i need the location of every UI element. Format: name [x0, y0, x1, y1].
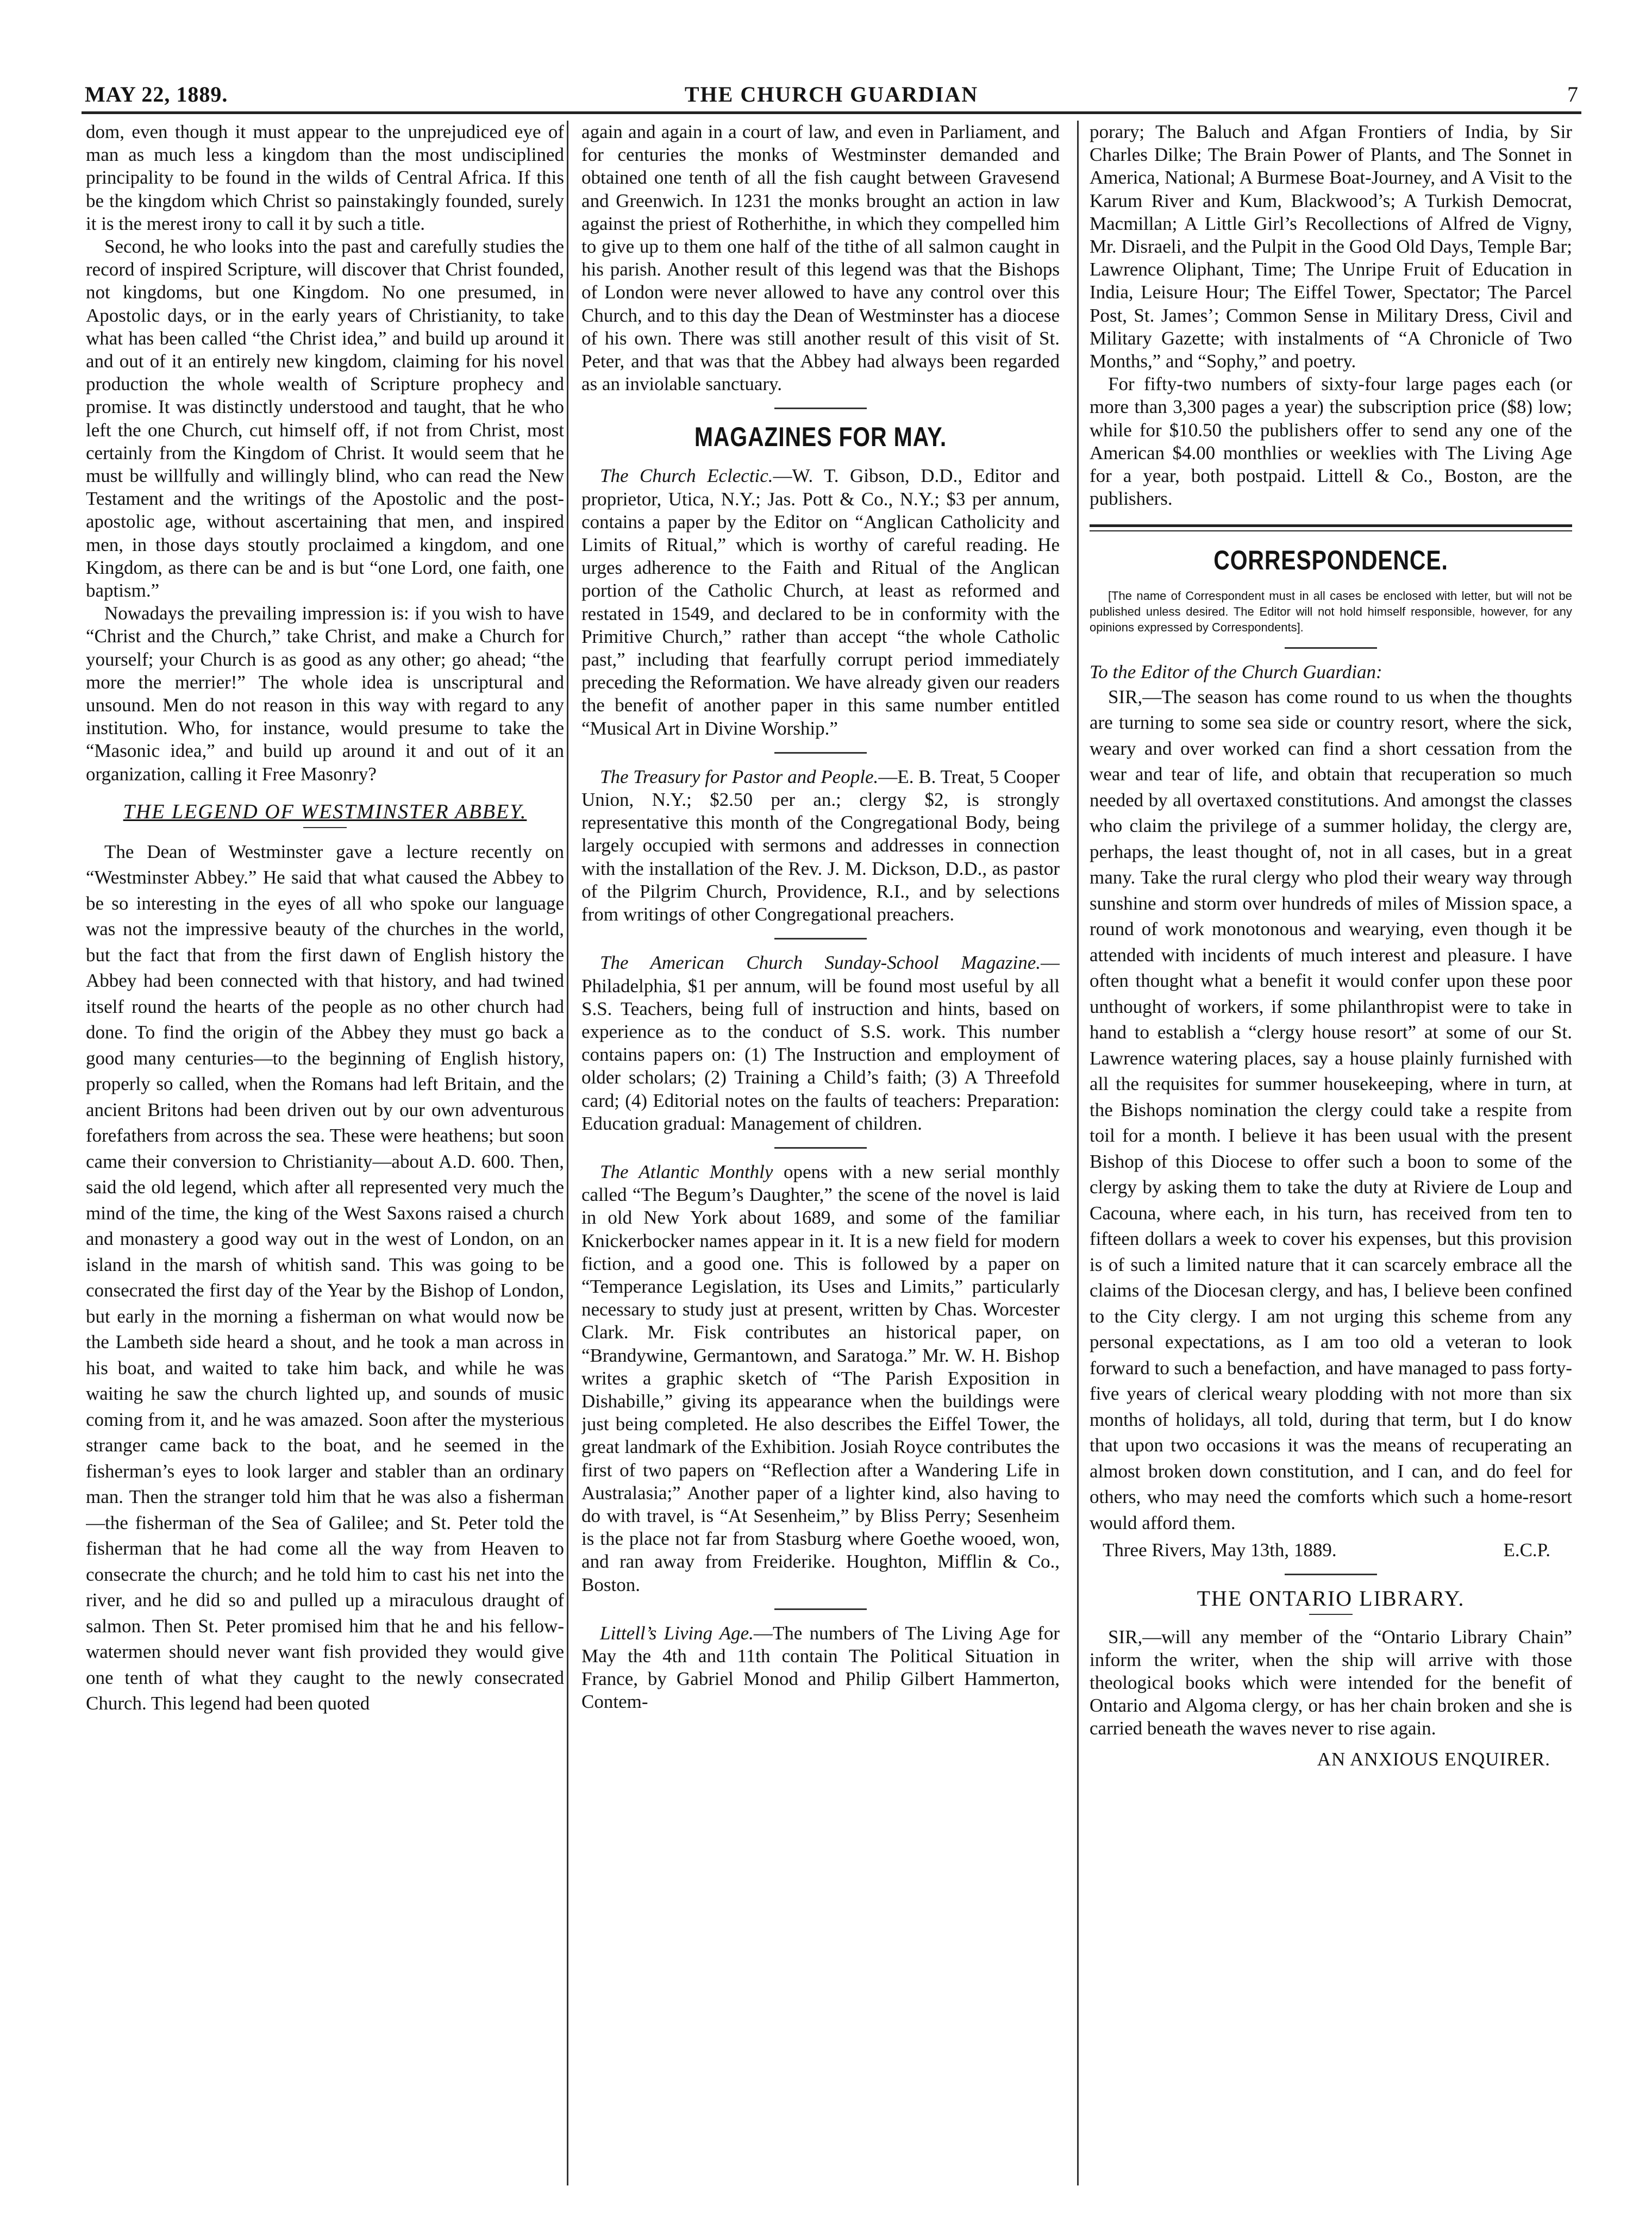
magazine-title: Littell’s Living Age.	[600, 1622, 754, 1644]
divider	[1285, 1574, 1377, 1575]
letter-body: SIR,—The season has come round to us when the thoughts are turning to some sea side or country resort, where the sick, weary and over worked can find a short cessation from the wear and tear of life, and obtain that recuperation so much needed by all overtaxed constitutions. And amongst the classes who claim the privilege of a summer holiday, the clergy are, perhaps, the least thought of, not in all cases, but in a great many. Take the rural clergy who plod their weary way through sunshine and storm over hundreds of miles of Mission space, a round of work monotonous and wearying, even though it be attended with incidents of much interest and pleasure. I have often thought what a benefit it would confer upon these poor unthought of workers, if some philanthropist were to take in hand to establish a “clergy house resort” at some of our St. Lawrence watering places, say a house plainly furnished with all the requisites for summer housekeeping, where in turn, at the Bishops nomination the clergy could take a respite from toil for a month. I believe it has been usual with the present Bishop of this Diocese to offer such a boon to some of the clergy by asking them to take the duty at Riviere de Loup and Cacouna, where each, in his turn, has received from ten to fifteen dollars a week to cover his expenses, but this provision is of such a limited nature that it can scarcely embrace all the claims of the Diocesan clergy, and has, I believe been confined to the City clergy. I am not urging this scheme from any personal expectations, as I am too old a veteran to look forward to such a benefaction, and have managed to pass forty-five years of clerical weary plodding with not more than six months of holidays, all told, during that term, but I do know that upon two occasions it was the means of recuperating an almost broken down constitution, and I can, and do feel for others, who may need the comforts which such a home-resort would afford them.	[1090, 686, 1572, 1533]
magazine-review	[581, 465, 1060, 740]
section-heading-ontario: THE ONTARIO LIBRARY.	[1197, 1586, 1465, 1611]
divider	[303, 827, 347, 828]
masthead-title: THE CHURCH GUARDIAN	[684, 82, 979, 107]
magazine-title: The Church Eclectic.	[600, 465, 773, 487]
divider	[1309, 1614, 1353, 1615]
page-number: 7	[1567, 82, 1578, 107]
letter-signoff: AN ANXIOUS ENQUIRER.	[1317, 1748, 1550, 1770]
column-1	[86, 121, 564, 2202]
magazine-title: The Atlantic Monthly	[600, 1161, 773, 1182]
article-paragraph: Second, he who looks into the past and carefully studies the record of inspired Scripture, will discover that Christ founded, not kingdoms, but one Kingdom. No one presumed, in Apostolic days, or in the early years of Christianity, to take what has been called “the Christ idea,” and build up around it and out of it an entirely new kingdom, claiming for his novel production the whole wealth of Scripture prophecy and promise. It was distinctly understood and taught, that he who left the one Church, cut himself off, if not from Christ, most certainly from the Kingdom of Christ. It would seem that he must be willfully and willingly blind, who can read the New Testament and the writings of the Apostolic and the post-apostolic age, without ascertaining that men, and inspired men, in those days stoutly proclaimed a kingdom, and one Kingdom, as there can be and is but “one Lord, one faith, one baptism.”	[86, 236, 564, 602]
section-heading-correspondence: CORRESPONDENCE.	[1213, 545, 1448, 576]
article-paragraph: Nowadays the prevailing impression is: if you wish to have “Christ and the Church,” take Christ, and make a Church for yourself; your Church is as good as any other; go ahead; “the more the merrier!” The whole idea is unscriptural and unsound. Men do not reason in this way with regard to any institution. Who, for instance, would presume to take the “Masonic idea,” and build up around it and out of it an organization, calling it Free Masonry?	[86, 603, 564, 785]
magazine-text: opens with a new serial monthly called “The Begum’s Daughter,” the scene of the novel is laid in old New York about 1689, and some of the familiar Knickerbocker names appear in it. It is a new field for modern fiction, and a good one. This is followed by a paper on “Temperance Legislation, its Uses and Limits,” particularly necessary to study just at present, written by Chas. Worcester Clark. Mr. Fisk contributes an historical paper, on “Brandywine, Germantown, and Saratoga.” Mr. W. H. Bishop writes a graphic sketch of “The Parish Exposition in Dishabille,” giving its appearance when the buildings were just being completed. He also describes the Eiffel Tower, the great landmark of the Exhibition. Josiah Royce contributes the first of two papers on “Reflection after a Wandering Life in Australasia;” Another paper of a lighter kind, also having to do with travel, is “At Sesenheim,” by Bliss Perry; Sesenheim is the place not far from Stasburg where Goethe wooed, won, and ran away from Freiderike. Houghton, Mifflin & Co., Boston.	[581, 1161, 1060, 1595]
column-2	[581, 121, 1060, 2202]
divider	[774, 1608, 867, 1610]
letter-addressee: To the Editor of the Church Guardian:	[1090, 661, 1382, 683]
column-divider-2	[1077, 121, 1079, 2185]
magazine-text: —W. T. Gibson, D.D., Editor and proprietor, Utica, N.Y.; Jas. Pott & Co., N.Y.; $3 per annum, contains a paper by the Editor on “Anglican Catholicity and Limits of Ritual,” which is worthy of careful reading. He urges adherence to the Faith and Ritual of the Anglican portion of the Catholic Church, at least as reformed and restated in 1549, and declared to be in conformity with the Primitive Church,” rather than accept “the whole Catholic past,” including that fearfully corrupt period immediately preceding the Reformation. We have already given our readers the benefit of another paper in this same number entitled “Musical Art in Divine Worship.”	[581, 465, 1060, 739]
divider	[774, 938, 867, 940]
letter-body: SIR,—will any member of the “Ontario Library Chain” inform the writer, when the ship will arrive with those theological books which were intended for the benefit of Ontario and Algoma clergy, or has her chain broken and she is carried beneath the waves never to rise again.	[1090, 1626, 1572, 1739]
article-paragraph: For fifty-two numbers of sixty-four large pages each (or more than 3,300 pages a year) the subscription price ($8) low; while for $10.50 the publishers offer to send any one of the American $4.00 monthlies or weeklies with The Living Age for a year, both postpaid. Littell & Co., Boston, are the publishers.	[1090, 373, 1572, 510]
editorial-note: [The name of Correspondent must in all cases be enclosed with letter, but will not be published unless desired. The Editor will not hold himself responsible, however, for any opinions expressed by Correspondents].	[1090, 589, 1572, 635]
column-3	[1090, 121, 1572, 2202]
divider	[1285, 647, 1377, 649]
column-divider-1	[567, 121, 568, 2185]
magazine-review	[581, 1622, 1060, 1714]
divider	[774, 752, 867, 754]
page-header	[82, 82, 1581, 110]
section-heading-magazines: MAGAZINES FOR MAY.	[694, 422, 947, 453]
magazine-review	[581, 951, 1060, 1135]
magazine-review	[581, 766, 1060, 926]
divider	[1090, 524, 1572, 527]
magazine-text: —The numbers of The Living Age for May the 4th and 11th contain The Political Situation in France, by Gabriel Monod and Philip Gilbert Hammerton, Contem-	[581, 1622, 1060, 1713]
divider	[774, 1147, 867, 1149]
header-rule	[82, 111, 1581, 114]
letter-place-date: Three Rivers, May 13th, 1889.	[1103, 1539, 1337, 1561]
issue-date: MAY 22, 1889.	[85, 82, 228, 107]
magazine-text: —Philadelphia, $1 per annum, will be found most useful by all S.S. Teachers, being full of instruction and hints, based on experience as to the conduct of S.S. work. This number contains papers on: (1) The Instruction and employment of older scholars; (2) Training a Child’s faith; (3) A Threefold card; (4) Editorial notes on the faults of teachers: Preparation: Education gradual: Management of children.	[581, 952, 1060, 1134]
letter-signature	[1103, 1539, 1572, 1562]
magazine-review	[581, 1161, 1060, 1596]
magazine-title: The American Church Sunday-School Magazine.	[600, 952, 1041, 974]
letter-initials: E.C.P.	[1503, 1539, 1550, 1561]
article-paragraph: dom, even though it must appear to the unprejudiced eye of man as much less a kingdom than the most undisciplined principality to be found in the wilds of Central Africa. If this be the kingdom which Christ so painstakingly founded, surely it is the merest irony to call it by such a title.	[86, 121, 564, 234]
article-paragraph: The Dean of Westminster gave a lecture recently on “Westminster Abbey.” He said that what caused the Abbey to be so interesting in the eyes of all who spoke our language was not the impressive beauty of the churches in the world, but the fact that from the first dawn of English history the Abbey had been connected with that history, and had twined itself round the hearts of the people as no other church had done. To find the origin of the Abbey they must go back a good many centuries—to the beginning of English history, properly so called, when the Romans had left Britain, and the ancient Britons had been driven out by our own adventurous forefathers from across the sea. These were heathens; but soon came their conversion to Christianity—about A.D. 600. Then, said the old legend, which after all represented very much the mind of the time, the king of the West Saxons raised a church and monastery a good way out in the west of London, on an island in the marsh of whitish sand. This was going to be consecrated the first day of the Year by the Bishop of London, but early in the morning a fisherman on what would now be the Lambeth side heard a shout, and he took a man across in his boat, and waited to take him back, and while he was waiting he saw the church lighted up, and sounds of music coming from it, and he was amazed. Soon after the mysterious stranger came back to the boat, and he seemed in the fisherman’s eyes to look larger and stabler than an ordinary man. Then the stranger told him that he was also a fisherman—the fisherman of the Sea of Galilee; and St. Peter told the fisherman that he had come all the way from Heaven to consecrate the church; and he told him to cast his net into the river, and he did so and pulled up a miraculous draught of salmon. Then St. Peter promised him that he and his fellow-watermen should never want fish provided they would give one tenth of what they caught to the newly consecrated Church. This legend had been quoted	[86, 841, 564, 1714]
divider	[1090, 530, 1572, 531]
article-paragraph: again and again in a court of law, and even in Parliament, and for centuries the monks of Westminster demanded and obtained one tenth of all the fish caught between Gravesend and Greenwich. In 1231 the monks brought an action in law against the priest of Rotherhithe, in which they compelled him to give up to them one half of the tithe of all salmon caught in his parish. Another result of this legend was that the Bishops of London were never allowed to have any control over this Church, and to this day the Dean of Westminster has a diocese of his own. There was still another result of this visit of St. Peter, and that was that the Abbey had always been regarded as an inviolable sanctuary.	[581, 121, 1060, 395]
section-heading-legend: THE LEGEND OF WESTMINSTER ABBEY.	[123, 800, 527, 823]
magazine-text: —E. B. Treat, 5 Cooper Union, N.Y.; $2.50 per an.; clergy $2, is strongly representative this month of the Congregational Body, being largely occupied with sermons and addresses in connection with the installation of the Rev. J. M. Dickson, D.D., as pastor of the Pilgrim Church, Providence, R.I., and by selections from writings of other Congregational preachers.	[581, 766, 1060, 925]
divider	[774, 408, 867, 409]
article-paragraph: porary; The Baluch and Afgan Frontiers of India, by Sir Charles Dilke; The Brain Power of Plants, and The Sonnet in America, National; A Burmese Boat-Journey, and A Visit to the Karum River and Kum, Blackwood’s; A Turkish Democrat, Macmillan; A Little Girl’s Recollections of Alfred de Vigny, Mr. Disraeli, and the Pulpit in the Good Old Days, Temple Bar; Lawrence Oliphant, Time; The Unripe Fruit of Education in India, Leisure Hour; The Eiffel Tower, Spectator; The Parcel Post, St. James’; Common Sense in Military Dress, Civil and Military Gazette; with instalments of “A Chronicle of Two Months,” and “Sophy,” and poetry.	[1090, 121, 1572, 372]
magazine-title: The Treasury for Pastor and People.	[600, 766, 879, 787]
